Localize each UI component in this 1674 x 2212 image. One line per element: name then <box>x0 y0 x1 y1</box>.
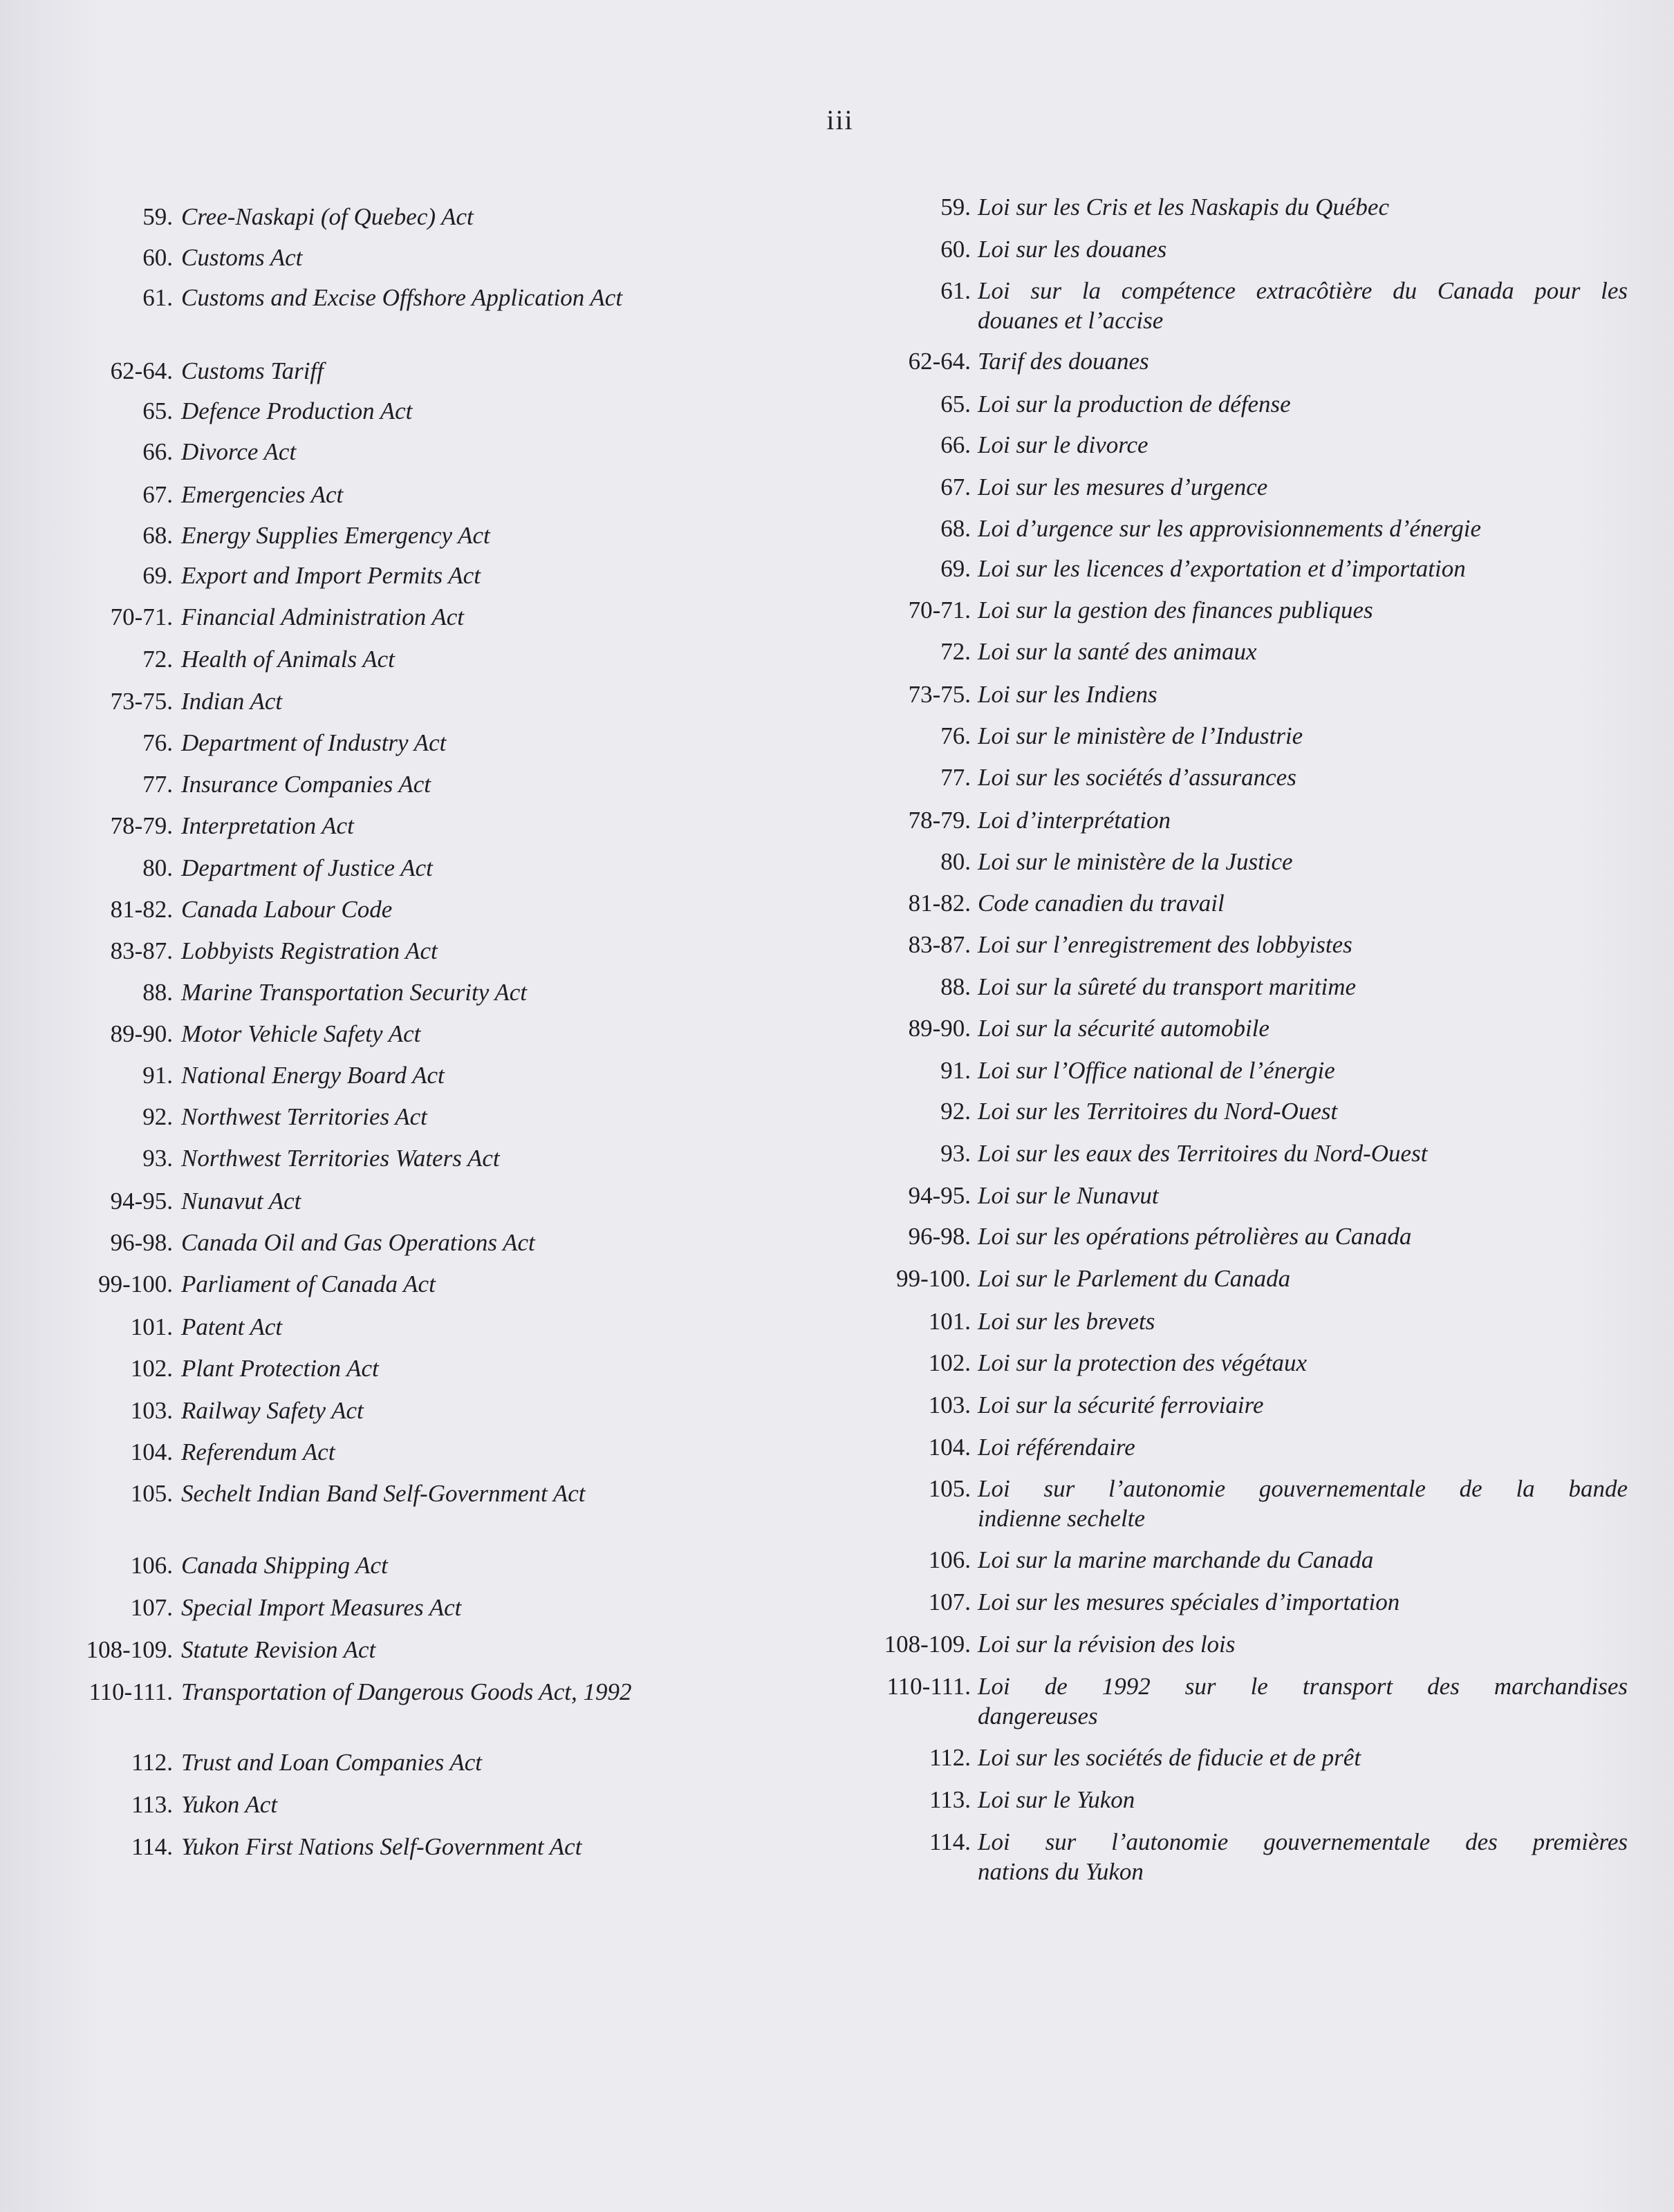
entry-title: Department of Justice Act <box>181 854 433 881</box>
entry-number: 91. <box>940 1057 971 1084</box>
entry-title: Health of Animals Act <box>181 646 395 673</box>
entry-number: 67. <box>142 481 173 508</box>
entry-title: Financial Administration Act <box>181 603 464 630</box>
entry-number: 99-100. <box>98 1271 173 1297</box>
entry-number: 92. <box>142 1103 173 1130</box>
entry-number: 94-95. <box>908 1182 971 1209</box>
entry-number: 99-100. <box>896 1265 971 1292</box>
entry-number: 107. <box>130 1594 173 1621</box>
entry-number: 76. <box>940 722 971 749</box>
entry-title-continuation: douanes et l’accise <box>978 307 1164 334</box>
entry-number: 91. <box>142 1062 173 1089</box>
entry-number: 78-79. <box>110 812 173 839</box>
entry-number: 77. <box>940 764 971 791</box>
entry-title: Trust and Loan Companies Act <box>181 1749 482 1776</box>
entry-number: 60. <box>142 244 173 271</box>
entry-title: Insurance Companies Act <box>181 771 431 798</box>
entry-title: Loi sur les mesures spéciales d’importation <box>978 1588 1400 1615</box>
entry-title: Loi sur la gestion des finances publiques <box>978 597 1373 624</box>
entry-number: 83-87. <box>908 931 971 958</box>
entry-title: Statute Revision Act <box>181 1636 376 1663</box>
entry-number: 70-71. <box>110 603 173 630</box>
entry-number: 103. <box>928 1391 971 1418</box>
entry-title: Loi sur le Yukon <box>978 1786 1135 1813</box>
entry-number: 72. <box>940 638 971 665</box>
entry-title: Code canadien du travail <box>978 890 1225 917</box>
entry-number: 81-82. <box>110 896 173 923</box>
entry-title: Loi sur le divorce <box>978 431 1148 458</box>
entry-title: Loi sur les licences d’exportation et d’importation <box>978 555 1466 582</box>
entry-number: 66. <box>142 438 173 465</box>
entry-number: 112. <box>929 1744 971 1771</box>
entry-title: Loi sur la production de défense <box>978 391 1291 418</box>
entry-number: 103. <box>130 1397 173 1424</box>
entry-title: Loi sur le Parlement du Canada <box>978 1265 1291 1292</box>
entry-number: 62-64. <box>908 348 971 375</box>
entry-number: 114. <box>929 1828 971 1855</box>
entry-number: 70-71. <box>908 597 971 624</box>
entry-number: 113. <box>131 1791 173 1818</box>
entry-number: 101. <box>130 1313 173 1340</box>
entry-number: 106. <box>130 1552 173 1579</box>
entry-number: 102. <box>928 1349 971 1376</box>
entry-title: Northwest Territories Waters Act <box>181 1145 500 1172</box>
entry-title: Special Import Measures Act <box>181 1594 462 1621</box>
entry-title: Loi sur la révision des lois <box>978 1631 1236 1658</box>
entry-number: 68. <box>142 522 173 549</box>
entry-title: Interpretation Act <box>181 812 354 839</box>
entry-number: 105. <box>928 1475 971 1502</box>
entry-title: Tarif des douanes <box>978 348 1149 375</box>
entry-title: Emergencies Act <box>181 481 344 508</box>
entry-number: 108-109. <box>86 1636 173 1663</box>
entry-title: Loi d’urgence sur les approvisionnements d’énergie <box>978 515 1482 542</box>
entry-number: 94-95. <box>110 1188 173 1215</box>
entry-number: 102. <box>130 1355 173 1382</box>
entry-title: Marine Transportation Security Act <box>181 979 528 1006</box>
entry-title: Loi de 1992 sur le transport des marchandises <box>978 1673 1628 1700</box>
entry-title: Motor Vehicle Safety Act <box>181 1020 421 1047</box>
entry-title: Parliament of Canada Act <box>181 1271 436 1297</box>
entry-title: Yukon First Nations Self-Government Act <box>181 1833 582 1860</box>
entry-title: Loi sur la protection des végétaux <box>978 1349 1307 1376</box>
entry-title: National Energy Board Act <box>181 1062 445 1089</box>
entry-title: Loi sur l’autonomie gouvernementale des premières <box>978 1828 1628 1855</box>
entry-number: 107. <box>928 1588 971 1615</box>
entry-number: 80. <box>142 854 173 881</box>
entry-title: Export and Import Permits Act <box>181 562 481 589</box>
entry-title-continuation: nations du Yukon <box>978 1858 1144 1885</box>
entry-title: Lobbyists Registration Act <box>181 937 438 964</box>
page-number: iii <box>826 104 854 135</box>
entry-title: Nunavut Act <box>181 1188 301 1215</box>
entry-number: 83-87. <box>110 937 173 964</box>
entry-number: 65. <box>142 397 173 424</box>
entry-number: 61. <box>142 284 173 311</box>
entry-title: Yukon Act <box>181 1791 278 1818</box>
entry-title: Loi sur la sécurité automobile <box>978 1015 1270 1042</box>
entry-title-continuation: indienne sechelte <box>978 1505 1145 1532</box>
entry-number: 104. <box>130 1438 173 1465</box>
entry-title: Energy Supplies Emergency Act <box>181 522 490 549</box>
entry-title: Canada Oil and Gas Operations Act <box>181 1229 535 1256</box>
entry-title: Loi sur la compétence extracôtière du Canada pour les <box>978 277 1628 304</box>
entry-number: 106. <box>928 1546 971 1573</box>
entry-number: 66. <box>940 431 971 458</box>
entry-title: Loi sur la sûreté du transport maritime <box>978 973 1357 1000</box>
entry-title: Loi sur les sociétés de fiducie et de prêt <box>978 1744 1361 1771</box>
entry-number: 81-82. <box>908 890 971 917</box>
entry-number: 72. <box>142 646 173 673</box>
entry-title: Loi d’interprétation <box>978 807 1171 834</box>
entry-number: 65. <box>940 391 971 418</box>
entry-number: 89-90. <box>908 1015 971 1042</box>
entry-number: 93. <box>940 1140 971 1167</box>
entry-title: Loi sur les opérations pétrolières au Canada <box>978 1223 1412 1250</box>
entry-number: 67. <box>940 474 971 500</box>
entry-title: Indian Act <box>181 688 283 715</box>
entry-number: 114. <box>131 1833 173 1860</box>
entry-number: 88. <box>142 979 173 1006</box>
entry-number: 59. <box>940 194 971 221</box>
entry-title: Department of Industry Act <box>181 729 447 756</box>
entry-title: Loi sur la santé des animaux <box>978 638 1257 665</box>
entry-number: 80. <box>940 848 971 875</box>
entry-number: 73-75. <box>110 688 173 715</box>
entry-number: 113. <box>929 1786 971 1813</box>
entry-title: Loi sur l’enregistrement des lobbyistes <box>978 931 1352 958</box>
entry-title: Transportation of Dangerous Goods Act, 1992 <box>181 1678 632 1705</box>
entry-title: Customs and Excise Offshore Application Act <box>181 284 623 311</box>
entry-title: Loi sur le ministère de l’Industrie <box>978 722 1303 749</box>
entry-number: 78-79. <box>908 807 971 834</box>
entry-number: 92. <box>940 1098 971 1125</box>
entry-title: Loi sur les Territoires du Nord-Ouest <box>978 1098 1338 1125</box>
entry-number: 88. <box>940 973 971 1000</box>
entry-number: 89-90. <box>110 1020 173 1047</box>
entry-number: 104. <box>928 1434 971 1461</box>
entry-number: 77. <box>142 771 173 798</box>
entry-number: 69. <box>142 562 173 589</box>
entry-number: 93. <box>142 1145 173 1172</box>
entry-title: Canada Labour Code <box>181 896 393 923</box>
entry-title: Loi sur les mesures d’urgence <box>978 474 1268 500</box>
entry-number: 60. <box>940 236 971 263</box>
entry-title-continuation: dangereuses <box>978 1703 1098 1730</box>
entry-number: 101. <box>928 1308 971 1335</box>
entry-title: Loi référendaire <box>978 1434 1135 1461</box>
entry-title: Plant Protection Act <box>181 1355 379 1382</box>
entry-number: 110-111. <box>886 1673 971 1700</box>
entry-title: Loi sur l’autonomie gouvernementale de la bande <box>978 1475 1628 1502</box>
entry-title: Loi sur les douanes <box>978 236 1167 263</box>
entry-title: Loi sur les brevets <box>978 1308 1155 1335</box>
entry-title: Loi sur la sécurité ferroviaire <box>978 1391 1264 1418</box>
entry-number: 110-111. <box>89 1678 173 1705</box>
entry-number: 96-98. <box>110 1229 173 1256</box>
entry-number: 62-64. <box>110 357 173 384</box>
entry-number: 68. <box>940 515 971 542</box>
entry-number: 105. <box>130 1480 173 1507</box>
entry-title: Railway Safety Act <box>181 1397 364 1424</box>
entry-number: 112. <box>131 1749 173 1776</box>
entry-title: Northwest Territories Act <box>181 1103 427 1130</box>
entry-title: Loi sur les eaux des Territoires du Nord-Ouest <box>978 1140 1428 1167</box>
entry-title: Loi sur les Indiens <box>978 681 1157 708</box>
entry-number: 96-98. <box>908 1223 971 1250</box>
entry-number: 76. <box>142 729 173 756</box>
entry-title: Customs Tariff <box>181 357 324 384</box>
entry-title: Loi sur le ministère de la Justice <box>978 848 1293 875</box>
entry-title: Loi sur les sociétés d’assurances <box>978 764 1296 791</box>
entry-number: 61. <box>940 277 971 304</box>
entry-title: Divorce Act <box>181 438 297 465</box>
entry-number: 108-109. <box>884 1631 971 1658</box>
entry-number: 69. <box>940 555 971 582</box>
entry-title: Loi sur les Cris et les Naskapis du Québec <box>978 194 1389 221</box>
entry-number: 59. <box>142 203 173 230</box>
entry-title: Loi sur l’Office national de l’énergie <box>978 1057 1335 1084</box>
entry-title: Customs Act <box>181 244 303 271</box>
entry-title: Canada Shipping Act <box>181 1552 388 1579</box>
entry-number: 73-75. <box>908 681 971 708</box>
entry-title: Patent Act <box>181 1313 283 1340</box>
entry-title: Cree-Naskapi (of Quebec) Act <box>181 203 474 230</box>
entry-title: Loi sur la marine marchande du Canada <box>978 1546 1374 1573</box>
entry-title: Referendum Act <box>181 1438 335 1465</box>
entry-title: Sechelt Indian Band Self-Government Act <box>181 1480 586 1507</box>
entry-title: Loi sur le Nunavut <box>978 1182 1159 1209</box>
entry-title: Defence Production Act <box>181 397 413 424</box>
